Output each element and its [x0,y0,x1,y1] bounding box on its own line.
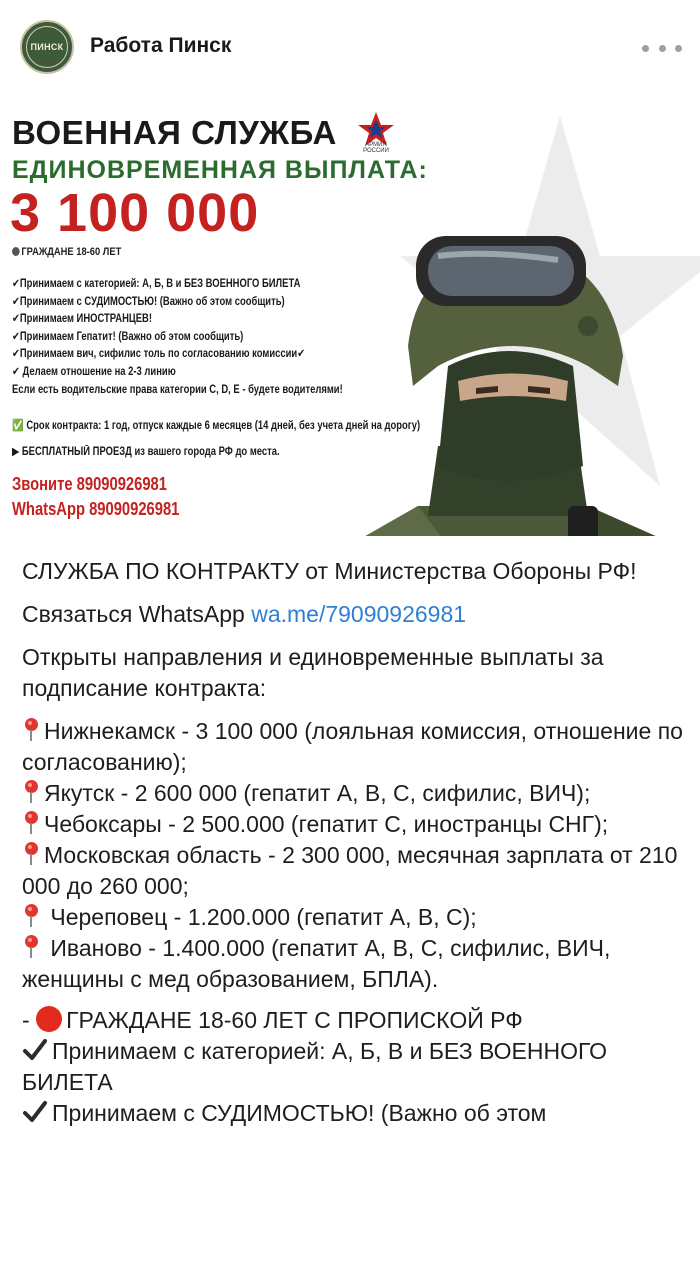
banner-bullet: ✔Принимаем с СУДИМОСТЬЮ! (Важно об этом сообщить) [12,295,285,308]
whatsapp-link[interactable]: wa.me/79090926981 [251,601,467,627]
banner-age [12,246,121,258]
community-name[interactable]: Работа Пинск [90,34,232,57]
banner-whatsapp: WhatsApp 89090926981 [12,499,180,519]
requirements [22,1005,690,1129]
pin-icon [22,842,40,866]
directions-heading: Открыты направления и единовременные выплаты за подписание контракта: [22,644,604,701]
checkmark-icon [22,1100,48,1124]
banner-subtitle: ЕДИНОВРЕМЕННАЯ ВЫПЛАТА: [12,156,428,184]
banner-call: Звоните 89090926981 [12,474,167,494]
post-intro: СЛУЖБА ПО КОНТРАКТУ от Министерства Обороны РФ! [22,558,637,584]
city-item: Чебоксары - 2 500.000 (гепатит С, иностранцы СНГ); [22,811,608,837]
circle-icon [12,247,20,256]
banner-bullet: ✔Принимаем вич, сифилис толь по согласованию комиссии✔ [12,348,306,361]
post-header [0,0,700,96]
banner-contract-term: ✅ Срок контракта: 1 год, отпуск каждые 6 месяцев (14 дней, без учета дней на дорогу) [12,420,421,432]
divider [0,536,700,544]
city-item: Нижнекамск - 3 100 000 (лояльная комиссия, отношение по согласованию); [22,718,683,775]
pin-icon [22,811,40,835]
city-item: Череповец - 1.200.000 (гепатит А, В, С); [22,904,477,930]
city-item: Якутск - 2 600 000 (гепатит А, В, С, сифилис, ВИЧ); [22,780,590,806]
contact-label: Связаться WhatsApp [22,601,252,627]
accept-line: Принимаем с СУДИМОСТЬЮ! (Важно об этом [22,1100,546,1126]
more-options-icon[interactable] [642,36,682,60]
post-image[interactable] [0,96,700,536]
banner-bullets [12,276,373,399]
city-item: Московская область - 2 300 000, месячная зарплата от 210 000 до 260 000; [22,842,678,899]
avatar[interactable] [20,20,74,74]
checkmark-icon [22,1038,48,1062]
post-body [22,556,690,1141]
pin-icon [22,780,40,804]
banner-free-travel: ▶ БЕСПЛАТНЫЙ ПРОЕЗД из вашего города РФ до места. [12,446,280,458]
post-contact [22,599,690,630]
avatar-emblem [26,26,68,68]
banner-age-text: ГРАЖДАНЕ 18-60 ЛЕТ [21,246,122,258]
accept-line: Принимаем с категорией: А, Б, В и БЕЗ ВОЕННОГО БИЛЕТА [22,1038,608,1095]
city-item: Иваново - 1.400.000 (гепатит А, В, С, сифилис, ВИЧ, женщины с мед образованием, БПЛА). [22,935,611,992]
banner-bullet: ✔ Делаем отношение на 2-3 линию [12,365,176,378]
army-logo-caption: АРМИЯ РОССИИ [363,142,389,154]
banner-bullet: ✔Принимаем Гепатит! (Важно об этом сообщить) [12,330,244,343]
banner-bullet: ✔Принимаем с категорией: А, Б, В и БЕЗ ВОЕННОГО БИЛЕТА [12,278,301,290]
pin-icon [22,935,40,959]
banner-title: ВОЕННАЯ СЛУЖБА [12,114,337,151]
pin-icon [22,718,40,742]
pin-icon [22,904,40,928]
banner-bullet: ✔Принимаем ИНОСТРАНЦЕВ! [12,313,153,326]
red-circle-icon [36,1006,62,1032]
citizens-line: - ГРАЖДАНЕ 18-60 ЛЕТ С ПРОПИСКОЙ РФ [22,1007,523,1033]
city-list [22,716,690,995]
banner-amount: 3 100 000 [10,183,260,243]
avatar-text: ПИНСК [30,42,64,52]
banner-bullet: Если есть водительские права категории С, D, Е - будете водителями! [12,383,343,396]
